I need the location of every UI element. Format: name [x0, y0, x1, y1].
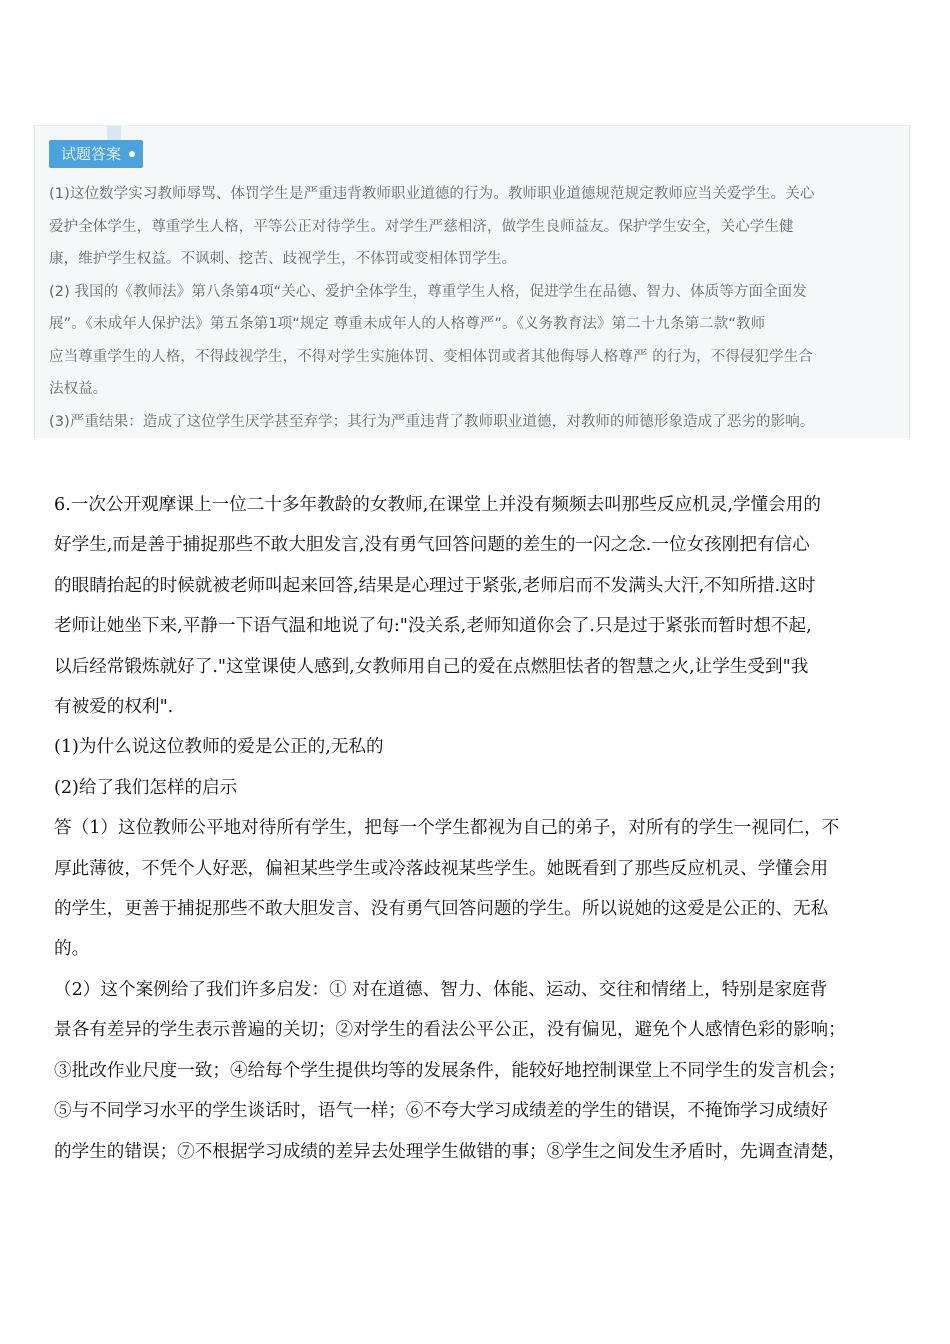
answer-line: 法权益。	[49, 381, 108, 397]
answer-line: (1)这位数学实习教师辱骂、体罚学生是严重违背教师职业道德的行为。教师职业道德规范规定教师应当关爱学生。关心	[49, 186, 815, 202]
tag-dot-icon	[129, 151, 135, 157]
answer-line: 展”。《未成年人保护法》第五条第1项“规定 尊重未成年人的人格尊严”。《义务教育法》第二十九条第二款“教师	[49, 316, 766, 332]
question-line: 老师让她坐下来,平静一下语气温和地说了句:"没关系,老师知道你会了.只是过于紧张而暂时想不起,	[54, 616, 812, 637]
answer-line: 景各有差异的学生表示普遍的关切；②对学生的看法公平公正，没有偏见，避免个人感情色彩的影响；	[54, 1020, 846, 1041]
answer-line: ⑤与不同学习水平的学生谈话时，语气一样；⑥不夸大学习成绩差的学生的错误，不掩饰学习成绩好	[54, 1101, 829, 1122]
answer-line: 的学生，更善于捕捉那些不敢大胆发言、没有勇气回答问题的学生。所以说她的这爱是公正的、无私	[54, 899, 829, 920]
question-line: 好学生,而是善于捕捉那些不敢大胆发言,没有勇气回答问题的差生的一闪之念.一位女孩刚把有信心	[54, 535, 810, 556]
answer-line: 的学生的错误；⑦不根据学习成绩的差异去处理学生做错的事；⑧学生之间发生矛盾时，先调查清楚，	[54, 1141, 846, 1162]
answer-panel	[34, 125, 910, 438]
answer-tag	[49, 140, 143, 168]
answer-line: （2）这个案例给了我们许多启发：① 对在道德、智力、体能、运动、交往和情绪上，特别是家庭背	[54, 979, 828, 1000]
sub-question-1: (1)为什么说这位教师的爱是公正的,无私的	[54, 737, 384, 758]
answer-line: (2) 我国的《教师法》第八条第4项“关心、爱护全体学生，尊重学生人格，促进学生在品德、智力、体质等方面全面发	[49, 283, 807, 300]
answer-line: 康，维护学生权益。不讽刺、挖苦、歧视学生，不体罚或变相体罚学生。	[49, 251, 517, 267]
question-line: 的眼睛抬起的时候就被老师叫起来回答,结果是心理过于紧张,老师启而不发满头大汗,不知所措.这时	[54, 575, 816, 596]
question-line: 以后经常锻炼就好了."这堂课使人感到,女教师用自己的爱在点燃胆怯者的智慧之火,让学生受到"我	[54, 656, 809, 677]
question-text	[54, 485, 906, 1172]
answer-line: 的。	[54, 939, 90, 960]
answer-line: 爱护全体学生，尊重学生人格，平等公正对待学生。对学生严慈相济，做学生良师益友。保护学生安全，关心学生健	[49, 218, 794, 235]
answer-line: 答（1）这位教师公平地对待所有学生，把每一个学生都视为自己的弟子，对所有的学生一视同仁，不	[54, 818, 840, 839]
panel-tab-marker	[107, 126, 121, 140]
question-line: 有被爱的权利".	[54, 697, 174, 718]
answer-line: 应当尊重学生的人格，不得歧视学生，不得对学生实施体罚、变相体罚或者其他侮辱人格尊严 的行为，不得侵犯学生合	[49, 348, 813, 365]
answer-line: (3)严重结果：造成了这位学生厌学甚至弃学；其行为严重违背了教师职业道德，对教师的师德形象造成了恶劣的影响。	[49, 413, 815, 430]
answer-line: 厚此薄彼，不凭个人好恶，偏袒某些学生或冷落歧视某些学生。她既看到了那些反应机灵、学懂会用	[54, 858, 829, 879]
answer-line: ③批改作业尺度一致；④给每个学生提供均等的发展条件，能较好地控制课堂上不同学生的发言机会；	[54, 1060, 846, 1081]
answer-text	[49, 178, 895, 438]
sub-question-2: (2)给了我们怎样的启示	[54, 777, 238, 798]
question-line: 6.一次公开观摩课上一位二十多年教龄的女教师,在课堂上并没有频频去叫那些反应机灵,学懂会用的	[54, 495, 821, 515]
answer-tag-label: 试题答案	[61, 145, 122, 163]
